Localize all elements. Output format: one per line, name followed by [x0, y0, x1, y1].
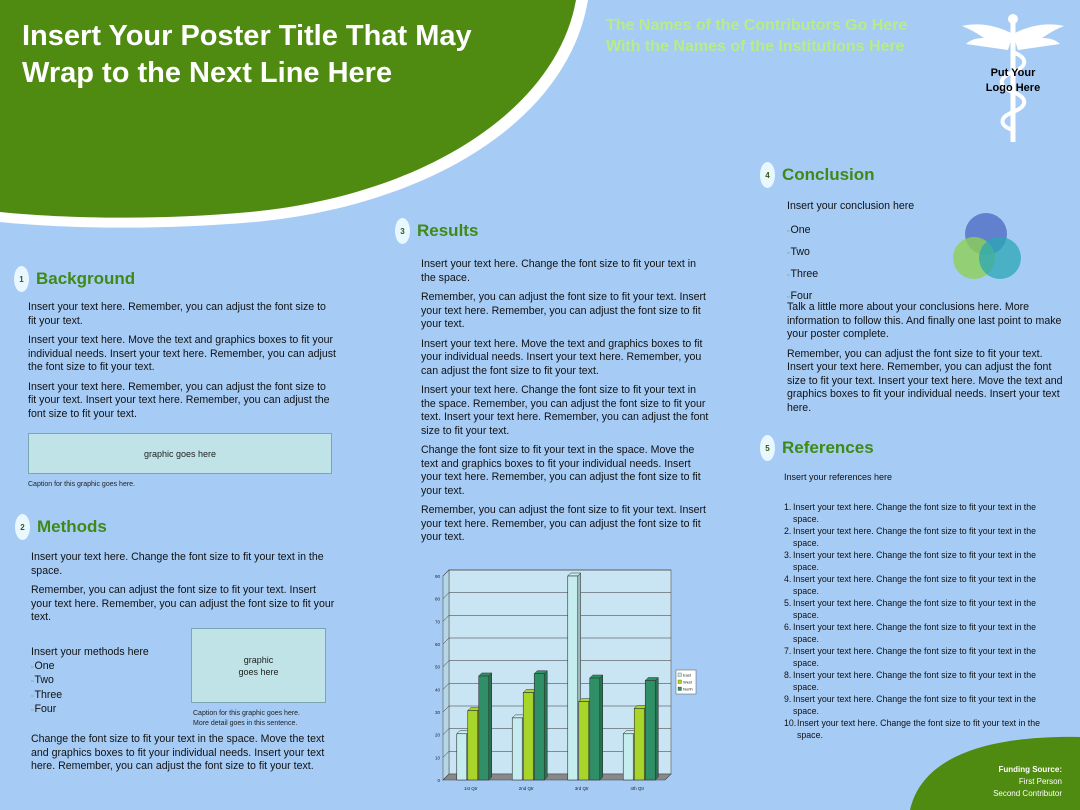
- paragraph: Insert your text here. Move the text and graphics boxes to fit your individual needs. Insert your text here. Remember, you can adjust the font size to fit your text.: [421, 337, 703, 377]
- legend-label: North: [683, 686, 693, 692]
- background-graphic-placeholder: graphic goes here: [28, 433, 332, 474]
- reference-text: Insert your text here. Change the font size to fit your text in the space.: [793, 526, 1037, 548]
- section-number: 5: [760, 435, 775, 461]
- caption-line: More detail goes in this sentence.: [193, 719, 298, 727]
- chart-side-wall: [443, 570, 449, 780]
- conclusion-heading: [760, 162, 875, 188]
- bar: [457, 734, 467, 780]
- x-tick-label: 4th Qtr: [630, 786, 645, 791]
- references-intro: Insert your references here: [784, 472, 893, 482]
- bar: [534, 674, 544, 780]
- results-text: [421, 258, 709, 551]
- reference-text: Insert your text here. Change the font size to fit your text in the space.: [793, 502, 1037, 524]
- reference-item: 7. Insert your text here. Change the font size to fit your text in the space.: [784, 645, 1060, 669]
- paragraph: Insert your text here. Change the font size to fit your text in the space.: [31, 551, 324, 577]
- contributors-names: The Names of the Contributors Go Here: [606, 17, 908, 34]
- reference-text: Insert your text here. Change the font size to fit your text in the space.: [793, 574, 1037, 596]
- paragraph: Remember, you can adjust the font size to fit your text. Insert your text here. Remember, you can adjust the font size to fit your text. Insert your text here. Move the text and graphics boxes to fit your individual needs. Insert your text here.: [787, 347, 1063, 414]
- reference-item: 3. Insert your text here. Change the font size to fit your text in the space.: [784, 549, 1060, 573]
- reference-item: 5. Insert your text here. Change the font size to fit your text in the space.: [784, 597, 1060, 621]
- legend-label: East: [683, 672, 692, 678]
- bar-side: [544, 671, 547, 780]
- bar-side: [489, 673, 492, 780]
- y-tick-label: 0: [437, 778, 440, 783]
- section-title: Background: [36, 269, 136, 288]
- bar: [523, 693, 533, 780]
- section-number: 4: [760, 162, 775, 188]
- bar: [479, 676, 489, 780]
- caption-line: Caption for this graphic goes here.: [193, 710, 301, 717]
- bar: [645, 680, 655, 780]
- section-title: Conclusion: [782, 165, 875, 184]
- y-tick-label: 30: [434, 710, 440, 715]
- x-tick-label: 2nd Qtr: [518, 786, 534, 791]
- conclusion-text: [787, 301, 1063, 421]
- conclusion-intro: Insert your conclusion here: [787, 200, 915, 212]
- paragraph: Remember, you can adjust the font size to fit your text. Insert your text here. Remember, you can adjust the font size to fit your text.: [421, 504, 706, 543]
- list-item: ▫ Four: [787, 286, 887, 308]
- x-tick-label: 3rd Qtr: [574, 786, 589, 791]
- section-title: Methods: [37, 517, 107, 536]
- references-list: [784, 501, 1060, 741]
- reference-item: 8. Insert your text here. Change the font size to fit your text in the space.: [784, 669, 1060, 693]
- list-item: ▫ Three: [31, 689, 181, 704]
- methods-text: [31, 551, 339, 631]
- x-tick-label: 1st Qtr: [463, 786, 478, 791]
- list-item: ▫ Three: [787, 264, 887, 286]
- reference-text: Insert your text here. Change the font size to fit your text in the space.: [797, 718, 1041, 740]
- logo-text-line-2: Logo Here: [985, 82, 1041, 94]
- paragraph: Insert your text here. Move the text and graphics boxes to fit your individual needs. Insert your text here. Remember, you can adjust the font size to fit your text.: [28, 334, 336, 373]
- reference-text: Insert your text here. Change the font size to fit your text in the space.: [793, 670, 1037, 692]
- logo-placeholder-text: [970, 66, 1056, 96]
- methods-heading: [15, 514, 107, 540]
- results-bar-chart: [425, 568, 705, 793]
- background-heading: [14, 266, 135, 292]
- legend-swatch: [678, 680, 682, 684]
- reference-text: Insert your text here. Change the font size to fit your text in the space.: [793, 622, 1037, 644]
- section-number: 2: [15, 514, 30, 540]
- paragraph: Insert your text here. Change the font size to fit your text in the space.: [421, 258, 696, 284]
- funding-source: [993, 764, 1062, 800]
- reference-item: 4. Insert your text here. Change the font size to fit your text in the space.: [784, 573, 1060, 597]
- bar-side: [600, 675, 603, 780]
- bar: [568, 576, 578, 780]
- bar: [468, 711, 478, 780]
- contributors-institutions: With the Names of the Institutions Here: [606, 38, 905, 55]
- bar: [590, 678, 600, 780]
- bar: [623, 734, 633, 780]
- y-tick-label: 90: [434, 574, 440, 579]
- list-item: ▫ One: [787, 220, 887, 242]
- results-heading: [395, 218, 478, 244]
- section-number: 3: [395, 218, 410, 244]
- reference-item: 1. Insert your text here. Change the font size to fit your text in the space.: [784, 501, 1060, 525]
- methods-graphic-caption: [193, 709, 300, 728]
- methods-list: [31, 646, 181, 718]
- reference-text: Insert your text here. Change the font size to fit your text in the space.: [793, 598, 1037, 620]
- section-number: 1: [14, 266, 29, 292]
- list-item: ▫ Two: [787, 242, 887, 264]
- funding-line: First Person: [1018, 777, 1062, 786]
- methods-graphic-placeholder: graphic goes here: [191, 628, 326, 703]
- reference-text: Insert your text here. Change the font size to fit your text in the space.: [793, 550, 1037, 572]
- reference-text: Insert your text here. Change the font size to fit your text in the space.: [793, 694, 1037, 716]
- contributors: [606, 15, 907, 57]
- y-tick-label: 60: [434, 642, 440, 647]
- funding-heading: Funding Source:: [998, 765, 1062, 774]
- list-item: ▫ One: [31, 660, 181, 675]
- y-tick-label: 80: [434, 596, 440, 602]
- venn-diagram-graphic: [948, 210, 1028, 285]
- reference-item: 10. Insert your text here. Change the font size to fit your text in the space.: [784, 717, 1060, 741]
- paragraph: Talk a little more about your conclusions here. More information to follow this. And finally one last point to make your poster complete.: [787, 301, 1062, 340]
- y-tick-label: 40: [434, 687, 440, 693]
- paragraph: Insert your text here. Remember, you can adjust the font size to fit your text. Insert your text here. Remember, you can adjust the font size to fit your text.: [28, 380, 330, 420]
- bar: [512, 718, 522, 780]
- reference-item: 9. Insert your text here. Change the font size to fit your text in the space.: [784, 693, 1060, 717]
- funding-line: Second Contributor: [993, 789, 1062, 798]
- legend-swatch: [678, 687, 682, 691]
- references-heading: [760, 435, 874, 461]
- background-graphic-caption: Caption for this graphic goes here.: [28, 481, 136, 488]
- section-title: Results: [417, 221, 479, 240]
- conclusion-list: [787, 220, 887, 308]
- y-tick-label: 50: [434, 664, 440, 670]
- legend-label: West: [683, 679, 693, 685]
- bar: [579, 702, 589, 780]
- y-tick-label: 10: [434, 755, 440, 761]
- bar: [634, 708, 644, 780]
- legend-swatch: [678, 673, 682, 677]
- reference-item: 2. Insert your text here. Change the font size to fit your text in the space.: [784, 525, 1060, 549]
- y-tick-label: 20: [434, 732, 440, 738]
- list-item: ▫ Two: [31, 674, 181, 689]
- reference-text: Insert your text here. Change the font size to fit your text in the space.: [793, 646, 1037, 668]
- paragraph: Change the font size to fit your text in the space. Move the text and graphics boxes to fit your individual needs. Insert your text here. Remember, you can adjust the font size to fit your text.: [421, 444, 701, 497]
- paragraph: Insert your text here. Change the font size to fit your text in the space. Remember, you can adjust the font size to fit your text. Insert your text here. Remember, you can adjust the font size to fit your text.: [421, 384, 709, 437]
- bar-side: [655, 677, 658, 780]
- methods-list-intro: Insert your methods here: [31, 646, 149, 658]
- methods-closing-text: Change the font size to fit your text in the space. Move the text and graphics boxes to fit your individual needs. Insert your text here. Remember, you can adjust the font size to fit your text.: [31, 733, 325, 772]
- poster-title: Insert Your Poster Title That May Wrap to the Next Line Here: [22, 20, 472, 89]
- paragraph: Remember, you can adjust the font size to fit your text. Insert your text here. Remember, you can adjust the font size to fit your text.: [421, 291, 706, 330]
- logo-text-line-1: Put Your: [990, 67, 1036, 79]
- paragraph: Insert your text here. Remember, you can adjust the font size to fit your text.: [28, 301, 326, 327]
- reference-item: 6. Insert your text here. Change the font size to fit your text in the space.: [784, 621, 1060, 645]
- paragraph: Remember, you can adjust the font size to fit your text. Insert your text here. Remember, you can adjust the font size to fit your text.: [31, 584, 335, 623]
- list-item: ▫ Four: [31, 703, 181, 718]
- section-title: References: [782, 438, 874, 457]
- background-text: [28, 301, 336, 427]
- y-tick-label: 70: [434, 619, 440, 625]
